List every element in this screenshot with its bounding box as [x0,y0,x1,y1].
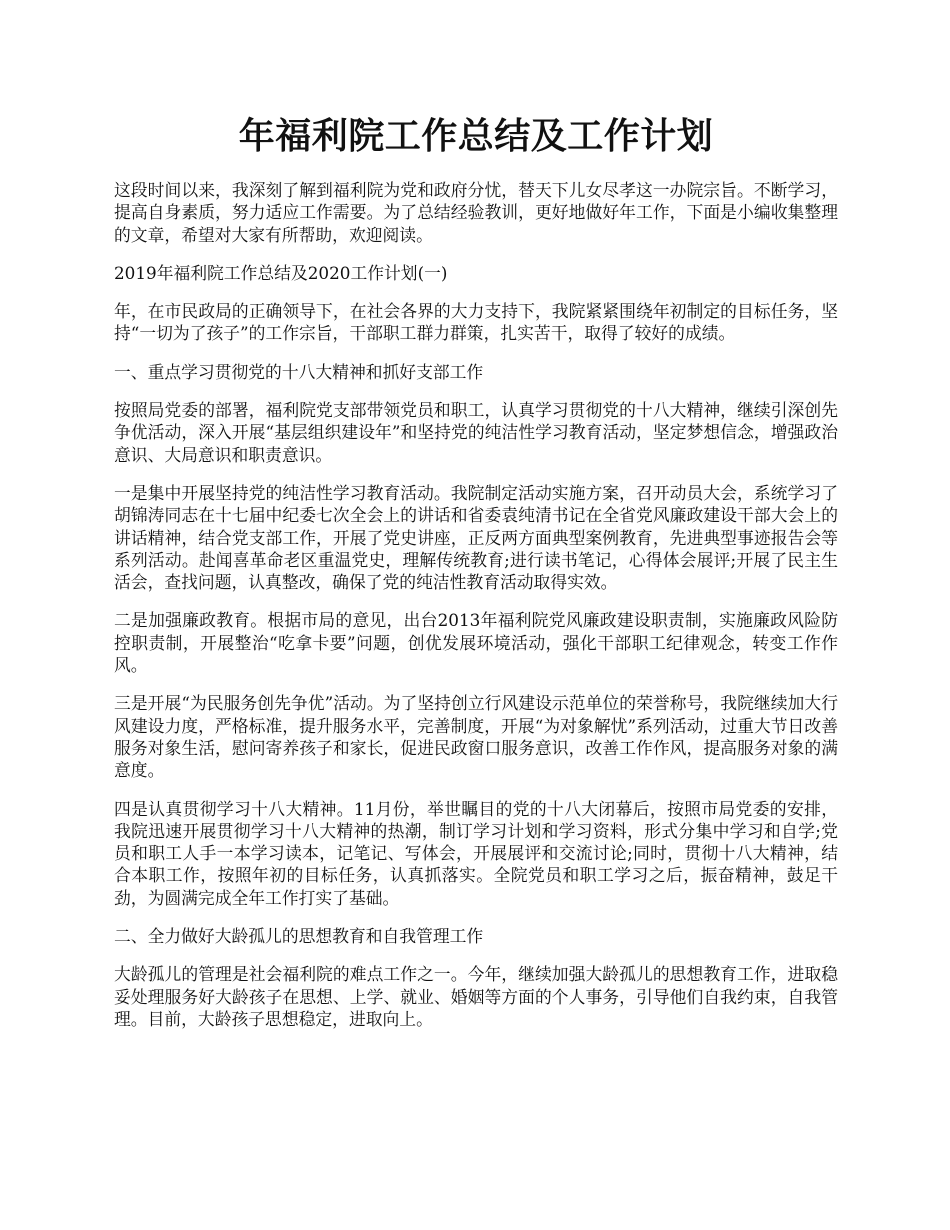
document-body [114,179,838,1030]
section-title-plan: 2019年福利院工作总结及2020工作计划(一) [114,262,448,283]
body-paragraph: 四是认真贯彻学习十八大精神。11月份，举世瞩目的党的十八大闭幕后，按照市局党委的安排，我院迅速开展贯彻学习十八大精神的热潮，制订学习计划和学习资料，形式分集中学习和自学;党员和职工人手一本学习读本，记笔记、写体会，开展展评和交流讨论;同时，贯彻十八大精神，结合本职工作，按照年初的目标任务，认真抓落实。全院党员和职工学习之后，振奋精神，鼓足干劲，为圆满完成全年工作打实了基础。 [114,798,838,908]
section-heading-2: 二、全力做好大龄孤儿的思想教育和自我管理工作 [114,926,484,947]
section-heading-1: 一、重点学习贯彻党的十八大精神和抓好支部工作 [114,361,484,382]
body-paragraph: 一是集中开展坚持党的纯洁性学习教育活动。我院制定活动实施方案，召开动员大会，系统学习了胡锦涛同志在十七届中纪委七次全会上的讲话和省委袁纯清书记在全省党风廉政建设干部大会上的讲话精神，结合党支部工作，开展了党史讲座，正反两方面典型案例教育，先进典型事迹报告会等系列活动。赴闻喜革命老区重温党史，理解传统教育;进行读书笔记，心得体会展评;开展了民主生活会，查找问题，认真整改，确保了党的纯洁性教育活动取得实效。 [114,482,838,593]
body-paragraph: 二是加强廉政教育。根据市局的意见，出台2013年福利院党风廉政建设职责制，实施廉政风险防控职责制，开展整治“吃拿卡要”问题，创优发展环境活动，强化干部职工纪律观念，转变工作作风。 [114,610,838,676]
overview-paragraph: 年，在市民政局的正确领导下，在社会各界的大力支持下，我院紧紧围绕年初制定的目标任务，坚持“一切为了孩子”的工作宗旨，干部职工群力群策，扎实苦干，取得了较好的成绩。 [114,301,838,344]
body-paragraph: 按照局党委的部署，福利院党支部带领党员和职工，认真学习贯彻党的十八大精神，继续引深创先争优活动，深入开展“基层组织建设年”和坚持党的纯洁性学习教育活动，坚定梦想信念，增强政治意识、大局意识和职责意识。 [114,400,838,465]
intro-paragraph: 这段时间以来，我深刻了解到福利院为党和政府分忧，替天下儿女尽孝这一办院宗旨。不断学习，提高自身素质，努力适应工作需要。为了总结经验教训，更好地做好年工作，下面是小编收集整理的文章，希望对大家有所帮助，欢迎阅读。 [114,180,838,245]
body-paragraph: 三是开展“为民服务创先争优”活动。为了坚持创立行风建设示范单位的荣誉称号，我院继续加大行风建设力度，严格标准，提升服务水平，完善制度，开展“为对象解忧”系列活动，过重大节日改善服务对象生活，慰问寄养孩子和家长，促进民政窗口服务意识，改善工作作风，提高服务对象的满意度。 [114,693,838,781]
document-page [114,0,838,1046]
body-paragraph: 大龄孤儿的管理是社会福利院的难点工作之一。今年，继续加强大龄孤儿的思想教育工作，进取稳妥处理服务好大龄孩子在思想、上学、就业、婚姻等方面的个人事务，引导他们自我约束，自我管理。目前，大龄孩子思想稳定，进取向上。 [114,964,838,1029]
document-title: 年福利院工作总结及工作计划 [238,116,714,157]
